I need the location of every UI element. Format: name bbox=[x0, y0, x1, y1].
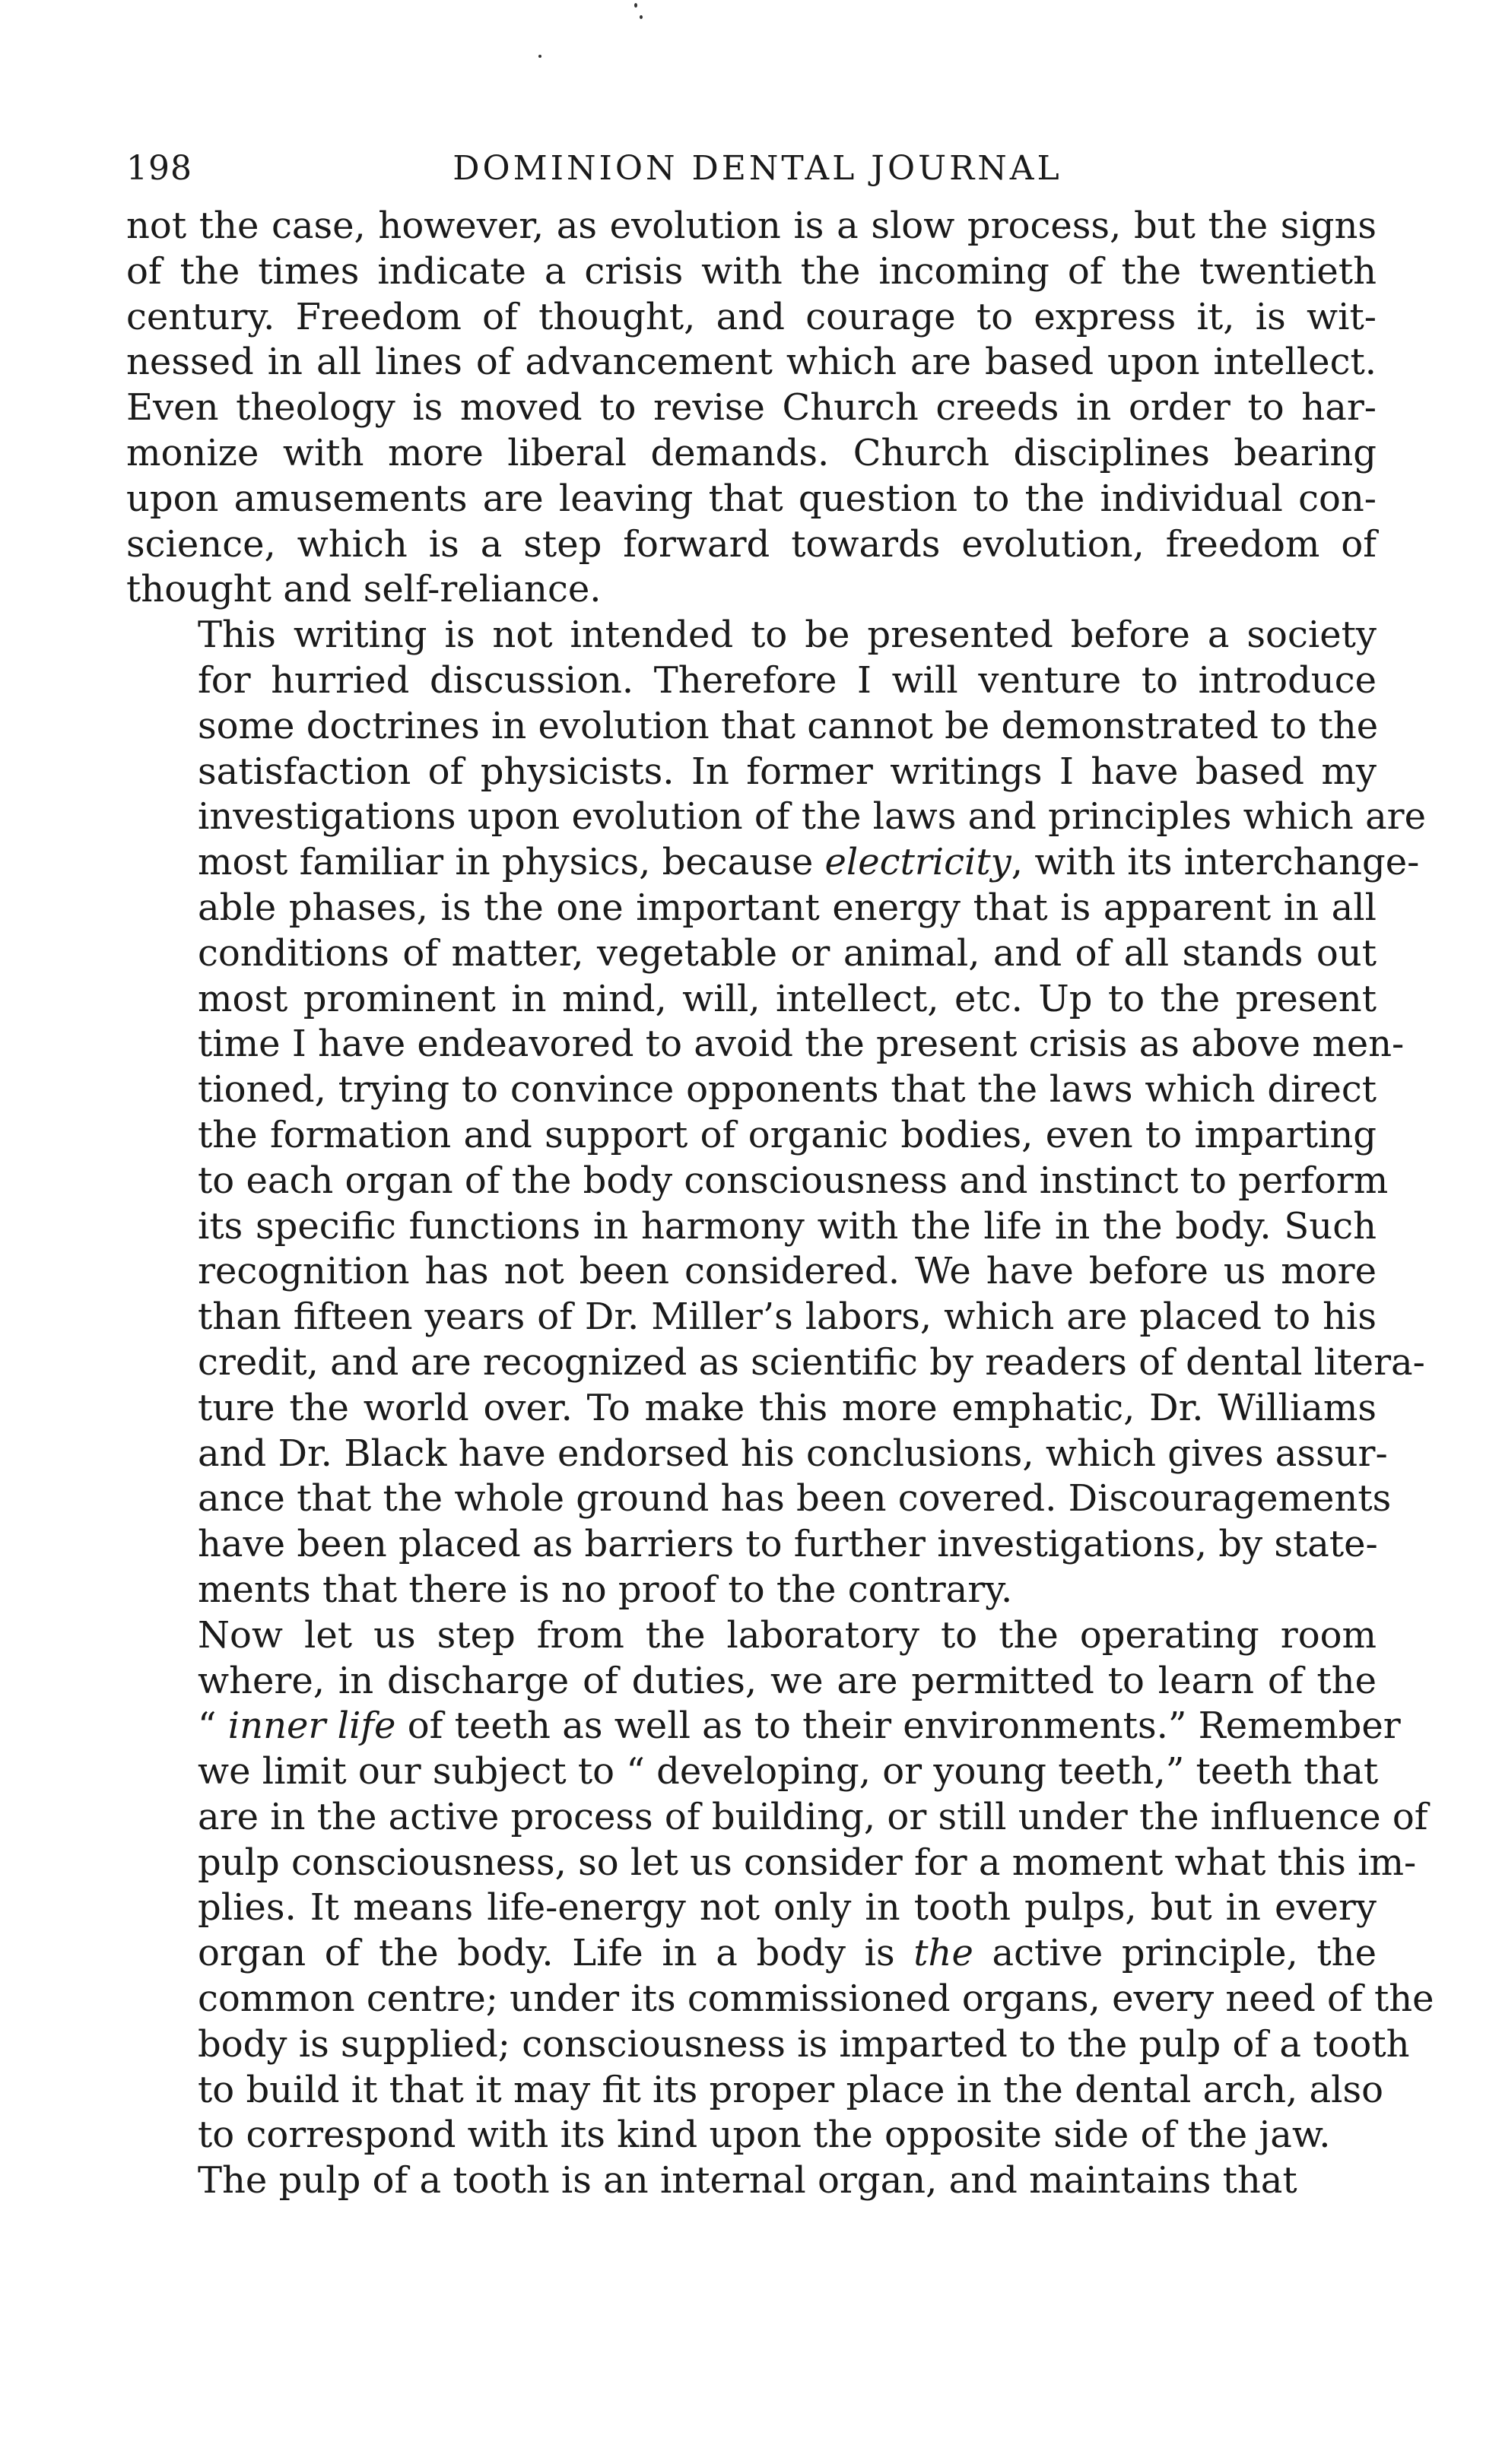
text-line: of the times indicate a crisis with the incoming of the twentieth bbox=[126, 249, 1377, 293]
text-line: monize with more liberal demands. Church disciplines bearing bbox=[126, 431, 1377, 474]
body-text bbox=[126, 204, 1434, 2204]
text-line: most familiar in physics, because electricity, with its interchange- bbox=[198, 841, 1420, 884]
page-number: 198 bbox=[126, 149, 192, 188]
text-line: recognition has not been considered. We have before us more bbox=[198, 1250, 1377, 1293]
text-line: time I have endeavored to avoid the present crisis as above men- bbox=[198, 1023, 1405, 1066]
text-line: The pulp of a tooth is an internal organ, and maintains that bbox=[198, 2159, 1297, 2202]
text-line: pulp consciousness, so let us consider for a moment what this im- bbox=[198, 1841, 1417, 1884]
text-line: plies. It means life-energy not only in tooth pulps, but in every bbox=[198, 1886, 1377, 1930]
text-line: thought and self-reliance. bbox=[126, 568, 602, 611]
text-line: ments that there is no proof to the contrary. bbox=[198, 1568, 1013, 1611]
text-line: not the case, however, as evolution is a slow process, but the signs bbox=[126, 205, 1377, 247]
text-line: ture the world over. To make this more emphatic, Dr. Williams bbox=[198, 1386, 1377, 1429]
text-line: most prominent in mind, will, intellect, etc. Up to the present bbox=[198, 977, 1377, 1020]
text-line: and Dr. Black have endorsed his conclusions, which gives assur- bbox=[198, 1432, 1388, 1475]
text-line: upon amusements are leaving that question to the individual con- bbox=[126, 477, 1377, 520]
text-line: satisfaction of physicists. In former writings I have based my bbox=[198, 750, 1377, 793]
scan-speck bbox=[538, 55, 541, 58]
paragraph-p2 bbox=[126, 613, 1427, 1613]
text-line: some doctrines in evolution that cannot be demonstrated to the bbox=[198, 704, 1379, 747]
text-line: credit, and are recognized as scientific by readers of dental litera- bbox=[198, 1340, 1425, 1384]
text-line: body is supplied; consciousness is imparted to the pulp of a tooth bbox=[198, 2022, 1410, 2066]
text-line: century. Freedom of thought, and courage to express it, is wit- bbox=[126, 295, 1377, 338]
text-line: the formation and support of organic bodies, even to imparting bbox=[198, 1113, 1377, 1156]
running-header bbox=[126, 149, 1389, 202]
text-line: science, which is a step forward towards evolution, freedom of bbox=[126, 522, 1377, 566]
running-title: DOMINION DENTAL JOURNAL bbox=[453, 149, 1062, 188]
text-line: are in the active process of building, or still under the influence of bbox=[198, 1795, 1428, 1838]
italic-text: the bbox=[913, 1932, 973, 1975]
italic-text: inner life bbox=[227, 1705, 396, 1748]
text-line: organ of the body. Life in a body is the active principle, the bbox=[198, 1932, 1377, 1975]
text-line: for hurried discussion. Therefore I will venture to introduce bbox=[198, 658, 1377, 702]
text-line: ance that the whole ground has been covered. Discouragements bbox=[198, 1477, 1392, 1521]
text-line: “ inner life of teeth as well as to their environments.” Remember bbox=[198, 1705, 1401, 1748]
text-line: where, in discharge of duties, we are permitted to learn of the bbox=[198, 1659, 1377, 1702]
scan-speck bbox=[634, 3, 637, 8]
text-line: than fifteen years of Dr. Miller’s labors, which are placed to his bbox=[198, 1295, 1377, 1339]
paragraph-p3 bbox=[126, 1613, 1434, 2159]
text-line: Now let us step from the laboratory to the operating room bbox=[198, 1613, 1377, 1657]
text-line: common centre; under its commissioned organs, every need of the bbox=[198, 1977, 1434, 2021]
text-line: tioned, trying to convince opponents that the laws which direct bbox=[198, 1068, 1377, 1111]
italic-text: electricity bbox=[824, 841, 1011, 884]
text-line: able phases, is the one important energy that is apparent in all bbox=[198, 886, 1377, 929]
text-line: its specific functions in harmony with the life in the body. Such bbox=[198, 1204, 1377, 1248]
text-line: we limit our subject to “ developing, or young teeth,” teeth that bbox=[198, 1750, 1379, 1793]
text-line: to each organ of the body consciousness and instinct to perform bbox=[198, 1159, 1389, 1202]
paragraph-p4 bbox=[126, 2158, 1377, 2204]
text-line: to build it that it may fit its proper place in the dental arch, also bbox=[198, 2068, 1384, 2111]
text-line: to correspond with its kind upon the opposite side of the jaw. bbox=[198, 2114, 1331, 2157]
text-line: nessed in all lines of advancement which are based upon intellect. bbox=[126, 341, 1377, 384]
scan-speck bbox=[640, 15, 643, 19]
text-line: have been placed as barriers to further investigations, by state- bbox=[198, 1523, 1378, 1566]
text-line: This writing is not intended to be presented before a society bbox=[198, 614, 1377, 657]
text-line: Even theology is moved to revise Church creeds in order to har- bbox=[126, 386, 1377, 430]
text-line: investigations upon evolution of the laws and principles which are bbox=[198, 795, 1427, 839]
text-line: conditions of matter, vegetable or animal, and of all stands out bbox=[198, 931, 1377, 975]
paragraph-p1 bbox=[126, 204, 1377, 613]
